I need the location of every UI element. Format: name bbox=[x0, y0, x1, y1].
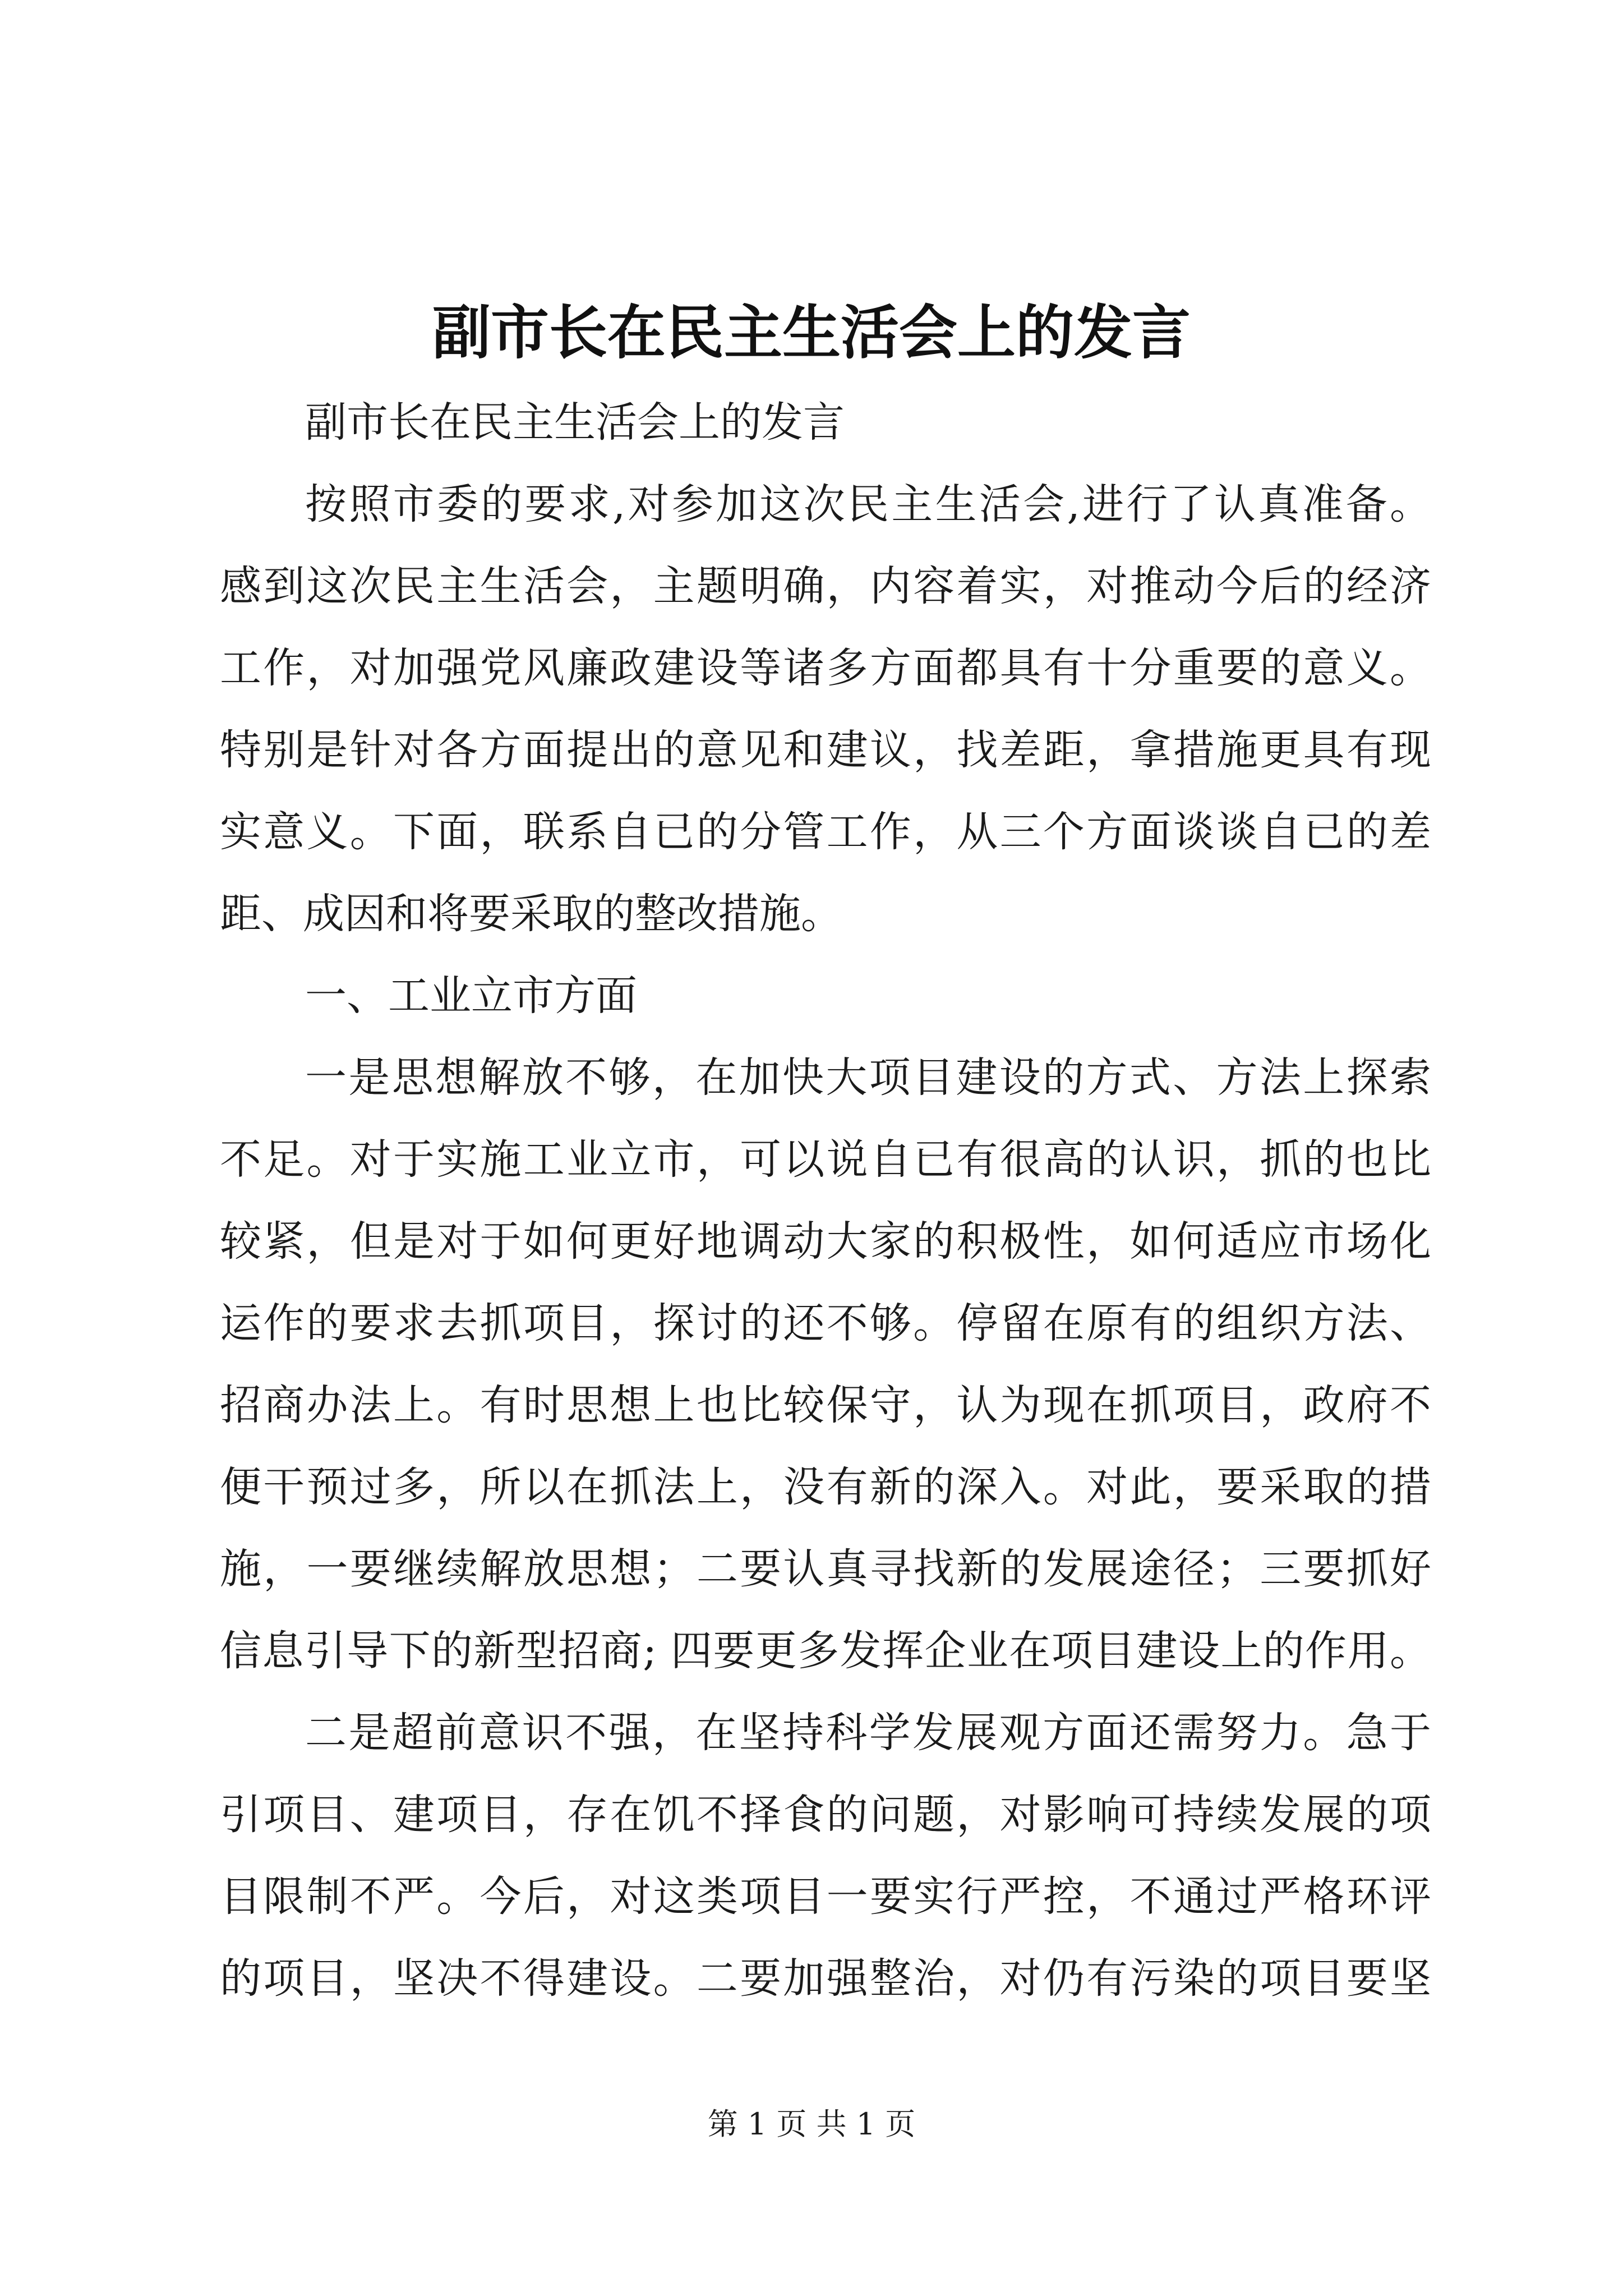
paragraph-line: 不足。对于实施工业立市，可以说自已有很高的认识，抓的也比 bbox=[220, 1135, 1431, 1184]
paragraph-line: 引项目、建项目，存在饥不择食的问题，对影响可持续发展的项 bbox=[220, 1791, 1431, 1839]
paragraph-line: 信息引导下的新型招商; 四要更多发挥企业在项目建设上的作用。 bbox=[220, 1627, 1431, 1675]
paragraph-line: 二是超前意识不强，在坚持科学发展观方面还需努力。急于 bbox=[305, 1709, 1431, 1757]
paragraph-line: 副市长在民主生活会上的发言 bbox=[305, 398, 845, 447]
document-title: 副市长在民主生活会上的发言 bbox=[432, 298, 1191, 367]
paragraph-line: 目限制不严。今后，对这类项目一要实行严控，不通过严格环评 bbox=[220, 1872, 1431, 1921]
paragraph-line: 工作，对加强党风廉政建设等诸多方面都具有十分重要的意义。 bbox=[220, 644, 1431, 692]
paragraph-line: 招商办法上。有时思想上也比较保守，认为现在抓项目，政府不 bbox=[220, 1381, 1431, 1429]
paragraph-line: 施，一要继续解放思想；二要认真寻找新的发展途径；三要抓好 bbox=[220, 1545, 1431, 1593]
paragraph-line: 的项目，坚决不得建设。二要加强整治，对仍有污染的项目要坚 bbox=[220, 1954, 1431, 2003]
paragraph-line: 按照市委的要求,对参加这次民主生活会,进行了认真准备。 bbox=[305, 480, 1431, 528]
document-body bbox=[220, 381, 1431, 2019]
paragraph-line: 运作的要求去抓项目，探讨的还不够。停留在原有的组织方法、 bbox=[220, 1299, 1431, 1347]
page-number-footer: 第 1 页 共 1 页 bbox=[707, 2106, 916, 2142]
paragraph-line: 一是思想解放不够，在加快大项目建设的方式、方法上探索 bbox=[305, 1053, 1431, 1102]
section-heading: 一、工业立市方面 bbox=[305, 972, 637, 1020]
paragraph-line: 较紧，但是对于如何更好地调动大家的积极性，如何适应市场化 bbox=[220, 1217, 1431, 1266]
paragraph-line: 实意义。下面，联系自已的分管工作，从三个方面谈谈自已的差 bbox=[220, 808, 1431, 856]
paragraph-line: 感到这次民主生活会，主题明确，内容着实，对推动今后的经济 bbox=[220, 562, 1431, 610]
paragraph-line: 特别是针对各方面提出的意见和建议，找差距，拿措施更具有现 bbox=[220, 726, 1431, 774]
paragraph-line: 便干预过多，所以在抓法上，没有新的深入。对此，要采取的措 bbox=[220, 1463, 1431, 1511]
paragraph-line: 距、成因和将要采取的整改措施。 bbox=[220, 890, 842, 938]
